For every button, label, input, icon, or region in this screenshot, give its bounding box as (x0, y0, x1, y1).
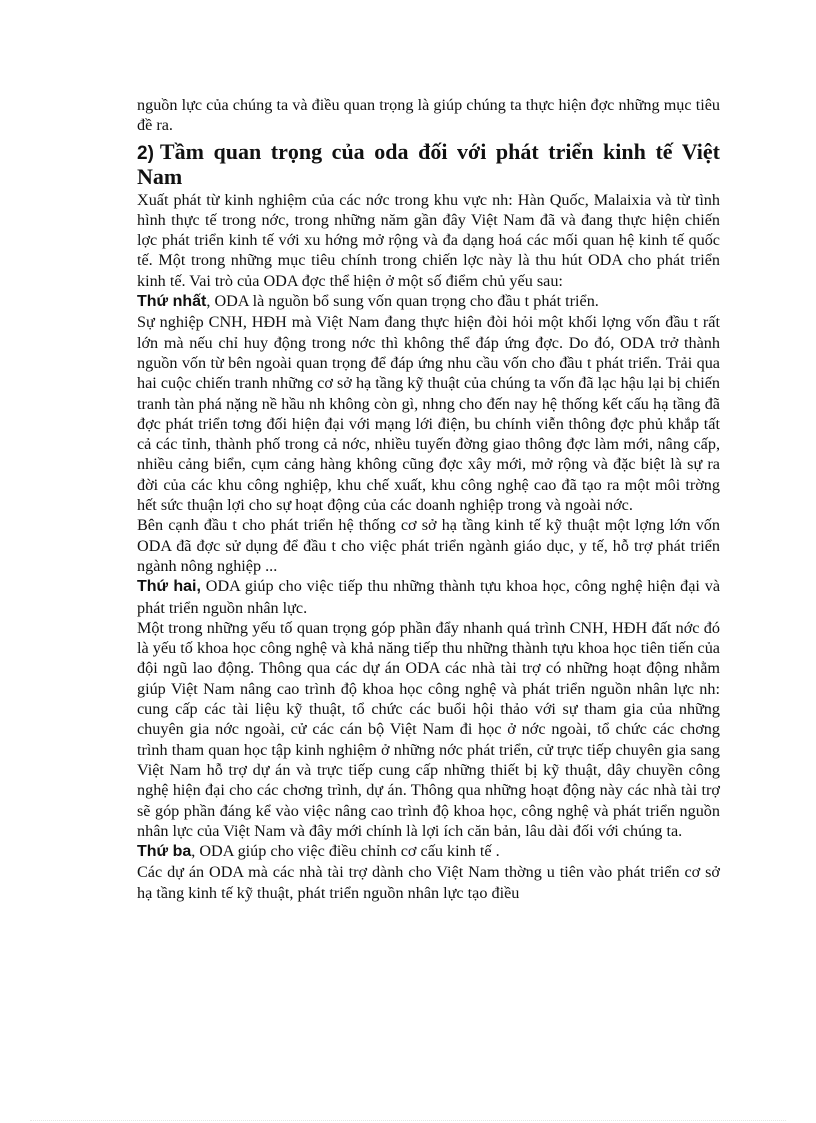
point-second-label: Thứ hai, (137, 578, 201, 596)
point-third (137, 841, 720, 862)
point-first-label: Thứ nhất (137, 293, 207, 311)
point-second-text: ODA giúp cho việc tiếp thu những thành tựu khoa học, công nghệ hiện đại và phát triển nguồn nhân lực. (137, 577, 721, 617)
point-third-text: , ODA giúp cho việc điều chỉnh cơ cấu kinh tế . (191, 842, 500, 861)
page-bottom-rule (30, 1120, 786, 1121)
point-third-label: Thứ ba (137, 843, 192, 861)
intro-paragraph: nguồn lực của chúng ta và điều quan trọng là giúp chúng ta thực hiện đợc những mục tiêu đề ra. (137, 96, 720, 135)
point-first-text: , ODA là nguồn bổ sung vốn quan trọng cho đầu t phát triển. (206, 292, 599, 311)
section-heading (137, 140, 720, 188)
point-second (137, 576, 720, 618)
document-body (137, 95, 720, 903)
paragraph-5: Các dự án ODA mà các nhà tài trợ dành cho Việt Nam thờng u tiên vào phát triển cơ sở hạ tầng kinh tế kỹ thuật, phát triển nguồn nhân lực tạo điều (137, 863, 720, 902)
point-first (137, 291, 720, 312)
paragraph-3: Bên cạnh đầu t cho phát triển hệ thống cơ sở hạ tầng kinh tế kỹ thuật một lợng lớn vốn ODA đã đợc sử dụng để đầu t cho việc phát triển ngành giáo dục, y tế, hỗ trợ phát triển ngành nông nghiệp ... (137, 516, 720, 575)
paragraph-4: Một trong những yếu tố quan trọng góp phần đẩy nhanh quá trình CNH, HĐH đất nớc đó là yếu tố khoa học công nghệ và khả năng tiếp thu những thành tựu khoa học tiên tiến của đội ngũ lao động. Thông qua các dự án ODA các nhà tài trợ có những hoạt động nhằm giúp Việt Nam nâng cao trình độ khoa học công nghệ và phát triển nguồn nhân lực nh: cung cấp các tài liệu kỹ thuật, tổ chức các buổi hội thảo với sự tham gia của những chuyên gia nớc ngoài, cử các cán bộ Việt Nam đi học ở nớc ngoài, tổ chức các chơng trình tham quan học tập kinh nghiệm ở những nớc phát triển, cử trực tiếp chuyên gia sang Việt Nam hỗ trợ dự án và trực tiếp cung cấp những thiết bị kỹ thuật, dây chuyền công nghệ hiện đại cho các chơng trình, dự án. Thông qua những hoạt động này các nhà tài trợ sẽ góp phần đáng kể vào việc nâng cao trình độ khoa học, công nghệ và phát triển nguồn nhân lực của Việt Nam và đây mới chính là lợi ích căn bản, lâu dài đối với chúng ta. (137, 618, 720, 840)
heading-title: Tầm quan trọng của oda đối với phát triển kinh tế Việt Nam (137, 138, 720, 189)
paragraph-1: Xuất phát từ kinh nghiệm của các nớc trong khu vực nh: Hàn Quốc, Malaixia và từ tình hình thực tế trong nớc, trong những năm gần đây Việt Nam đã và đang thực hiện chiến lợc phát triển kinh tế với xu hớng mở rộng và đa dạng hoá các mối quan hệ kinh tế quốc tế. Một trong những mục tiêu chính trong chiến lợc này là thu hút ODA cho phát triển kinh tế. Vai trò của ODA đợc thể hiện ở một số điểm chủ yếu sau: (137, 190, 720, 290)
paragraph-2: Sự nghiệp CNH, HĐH mà Việt Nam đang thực hiện đòi hỏi một khối lợng vốn đầu t rất lớn mà nếu chỉ huy động trong nớc thì không thể đáp ứng đợc. Do đó, ODA trở thành nguồn vốn từ bên ngoài quan trọng để đáp ứng nhu cầu vốn cho đầu t phát triển. Trải qua hai cuộc chiến tranh những cơ sở hạ tầng kỹ thuật của chúng ta vốn đã lạc hậu lại bị chiến tranh tàn phá nặng nề hầu nh không còn gì, nhng cho đến nay hệ thống kết cấu hạ tầng đã đợc phát triển tơng đối hiện đại với mạng lới điện, bu chính viễn thông đợc phủ khắp tất cả các tỉnh, thành phố trong cả nớc, nhiều tuyến đờng giao thông đợc làm mới, nâng cấp, nhiều cảng biển, cụm cảng hàng không cũng đợc xây mới, mở rộng và đặc biệt là sự ra đời của các khu công nghiệp, khu chế xuất, khu công nghệ cao đã tạo ra một môi trờng hết sức thuận lợi cho sự hoạt động của các doanh nghiệp trong và ngoài nớc. (137, 313, 720, 515)
heading-number: 2) (137, 142, 154, 164)
